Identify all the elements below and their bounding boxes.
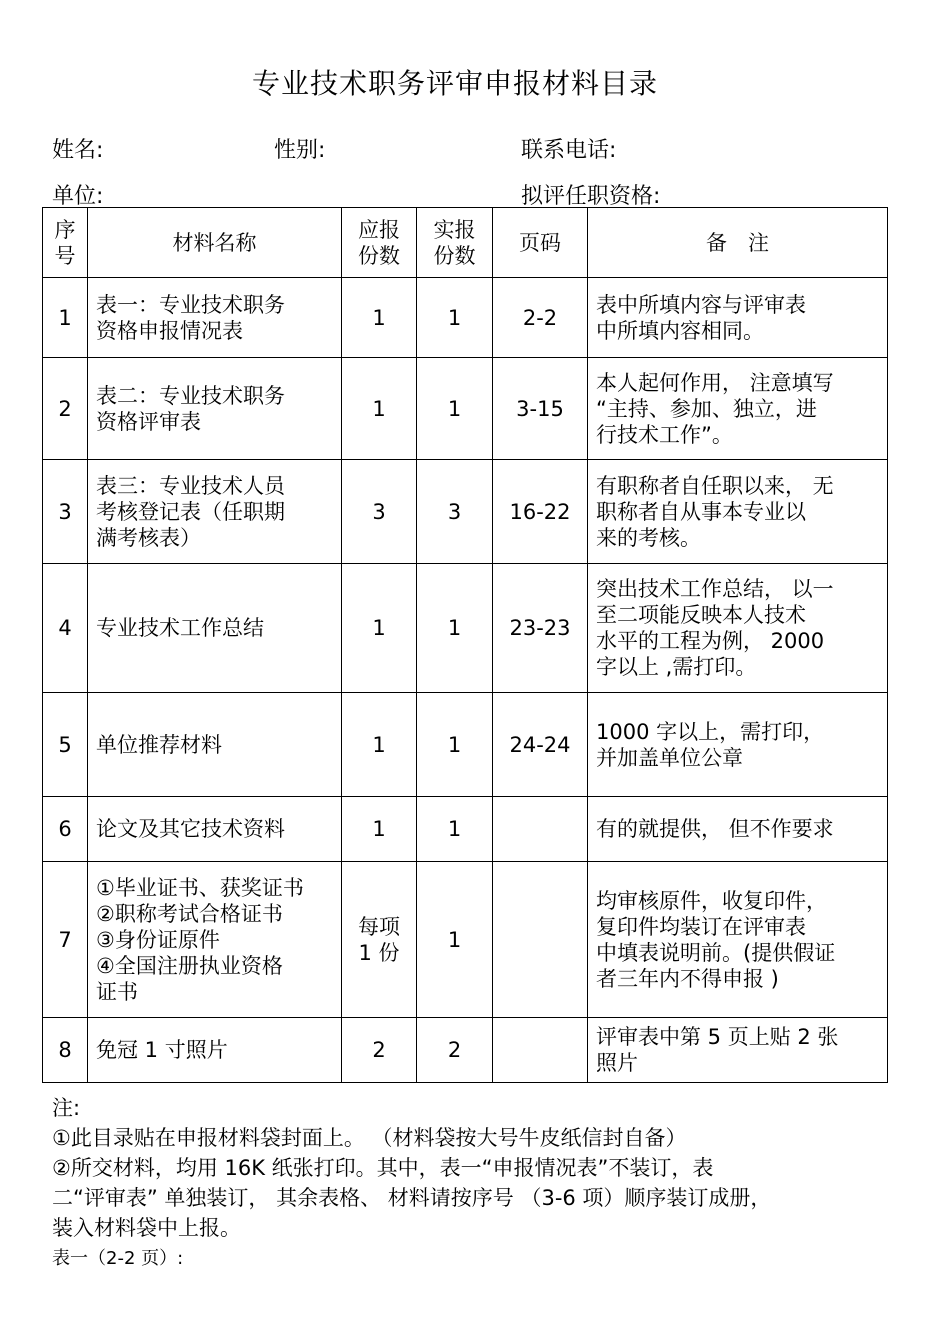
table-row: [43, 358, 888, 460]
cell-remarks: 本人起何作用， 注意填写 “主持、参加、独立，进 行技术工作”。: [588, 358, 888, 460]
cell-name: 专业技术工作总结: [88, 564, 342, 693]
table-row: [43, 460, 888, 564]
header-actual: 实报 份数: [417, 208, 493, 278]
cell-seq: 7: [43, 862, 88, 1018]
table-row: [43, 1018, 888, 1083]
cell-actual: 1: [417, 862, 493, 1018]
cell-seq: 2: [43, 358, 88, 460]
cell-required: 每项 1 份: [342, 862, 417, 1018]
cell-remarks: 突出技术工作总结， 以一 至二项能反映本人技术 水平的工程为例， 2000 字以上 ,需打印。: [588, 564, 888, 693]
page-footer: 表一（2-2 页）:: [52, 1248, 184, 1269]
notes-section: [52, 1093, 892, 1243]
header-seq: 序 号: [43, 208, 88, 278]
header-required: 应报 份数: [342, 208, 417, 278]
header-pages: 页码: [493, 208, 588, 278]
cell-required: 1: [342, 564, 417, 693]
cell-name: 单位推荐材料: [88, 693, 342, 797]
cell-seq: 1: [43, 278, 88, 358]
cell-remarks: 有职称者自任职以来， 无 职称者自从事本专业以 来的考核。: [588, 460, 888, 564]
cell-required: 1: [342, 797, 417, 862]
cell-actual: 3: [417, 460, 493, 564]
cell-required: 1: [342, 358, 417, 460]
notes-line: ①此目录贴在申报材料袋封面上。 （材料袋按大号牛皮纸信封自备）: [52, 1126, 687, 1150]
table-row: [43, 564, 888, 693]
cell-name: ①毕业证书、获奖证书 ②职称考试合格证书 ③身份证原件 ④全国注册执业资格 证书: [88, 862, 342, 1018]
cell-pages: 16-22: [493, 460, 588, 564]
header-name: 材料名称: [88, 208, 342, 278]
qualification-label: 拟评任职资格:: [521, 184, 661, 209]
cell-pages: 23-23: [493, 564, 588, 693]
table-row: [43, 278, 888, 358]
cell-pages: 3-15: [493, 358, 588, 460]
document-title: 专业技术职务评审申报材料目录: [251, 67, 658, 100]
cell-actual: 1: [417, 797, 493, 862]
notes-heading: 注:: [52, 1096, 81, 1120]
cell-seq: 8: [43, 1018, 88, 1083]
name-label: 姓名:: [52, 138, 104, 163]
cell-actual: 1: [417, 693, 493, 797]
cell-actual: 1: [417, 358, 493, 460]
cell-pages: [493, 862, 588, 1018]
notes-line: ②所交材料，均用 16K 纸张打印。其中，表一“申报情况表”不装订，表: [52, 1156, 714, 1180]
table-row: [43, 797, 888, 862]
materials-table: [42, 207, 888, 1083]
notes-line: 二“评审表” 单独装订， 其余表格、 材料请按序号 （3-6 项）顺序装订成册，: [52, 1186, 772, 1210]
header-remarks: 备 注: [588, 208, 888, 278]
cell-pages: [493, 1018, 588, 1083]
cell-remarks: 有的就提供， 但不作要求: [588, 797, 888, 862]
cell-remarks: 1000 字以上，需打印， 并加盖单位公章: [588, 693, 888, 797]
cell-name: 论文及其它技术资料: [88, 797, 342, 862]
notes-line: 装入材料袋中上报。: [52, 1216, 241, 1240]
table-row: [43, 862, 888, 1018]
cell-seq: 4: [43, 564, 88, 693]
cell-pages: 2-2: [493, 278, 588, 358]
cell-name: 表一：专业技术职务 资格申报情况表: [88, 278, 342, 358]
cell-required: 3: [342, 460, 417, 564]
unit-label: 单位:: [52, 184, 104, 209]
cell-actual: 1: [417, 564, 493, 693]
cell-required: 1: [342, 278, 417, 358]
cell-pages: [493, 797, 588, 862]
cell-actual: 1: [417, 278, 493, 358]
phone-label: 联系电话:: [521, 138, 617, 163]
cell-seq: 6: [43, 797, 88, 862]
cell-seq: 3: [43, 460, 88, 564]
cell-remarks: 均审核原件，收复印件， 复印件均装订在评审表 中填表说明前。(提供假证 者三年内不得申报 ): [588, 862, 888, 1018]
table-header-row: [43, 208, 888, 278]
cell-name: 免冠 1 寸照片: [88, 1018, 342, 1083]
gender-label: 性别:: [274, 138, 326, 163]
cell-required: 2: [342, 1018, 417, 1083]
cell-seq: 5: [43, 693, 88, 797]
cell-pages: 24-24: [493, 693, 588, 797]
table-row: [43, 693, 888, 797]
cell-required: 1: [342, 693, 417, 797]
cell-name: 表三：专业技术人员 考核登记表（任职期 满考核表）: [88, 460, 342, 564]
cell-name: 表二：专业技术职务 资格评审表: [88, 358, 342, 460]
cell-remarks: 表中所填内容与评审表 中所填内容相同。: [588, 278, 888, 358]
cell-actual: 2: [417, 1018, 493, 1083]
cell-remarks: 评审表中第 5 页上贴 2 张 照片: [588, 1018, 888, 1083]
